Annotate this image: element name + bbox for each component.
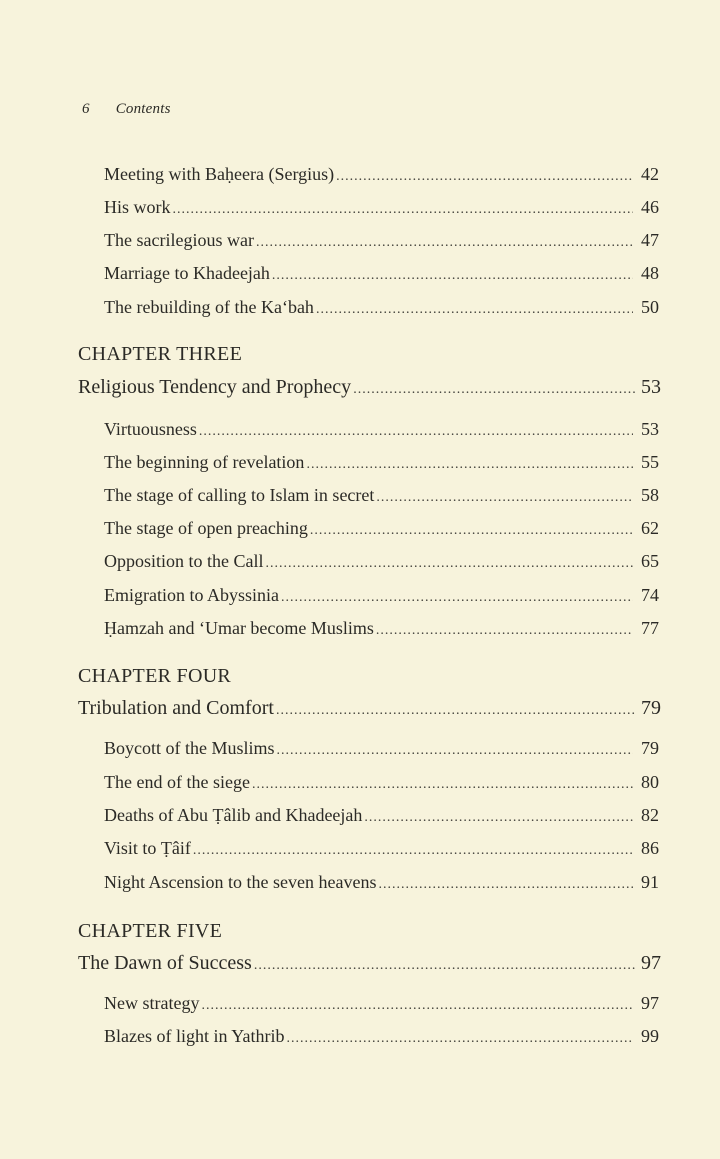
toc-entry	[104, 617, 659, 642]
leader-dots	[173, 199, 634, 221]
toc-entry	[104, 517, 659, 542]
toc-entry-title: Deaths of Abu Ṭâlib and Khadeejah	[104, 805, 363, 825]
toc-entry-page: 62	[641, 518, 659, 538]
toc-entry-page: 42	[641, 164, 659, 184]
toc-entry-title: Ḥamzah and ‘Umar become Muslims	[104, 618, 374, 638]
toc-entry	[104, 451, 659, 476]
toc-entry-page: 48	[641, 263, 659, 283]
leader-dots	[201, 995, 633, 1017]
toc-entry-page: 86	[641, 838, 659, 858]
toc-entry-page: 99	[641, 1026, 659, 1046]
toc-entry-title: Emigration to Abyssinia	[104, 585, 279, 605]
toc-entry-page: 79	[641, 738, 659, 758]
leader-dots	[364, 807, 633, 829]
toc-entry-page: 46	[641, 197, 659, 217]
toc-entry-title: His work	[104, 197, 171, 217]
leader-dots	[287, 1028, 634, 1050]
toc-entry	[104, 418, 659, 443]
leader-dots	[193, 840, 633, 862]
toc-entry-title: Blazes of light in Yathrib	[104, 1026, 285, 1046]
leader-dots	[378, 874, 633, 896]
toc-entry	[104, 584, 659, 609]
chapter-heading: CHAPTER THREE	[78, 343, 243, 365]
toc-entry-page: 53	[641, 419, 659, 439]
leader-dots	[256, 232, 633, 254]
toc-entry-title: Boycott of the Muslims	[104, 738, 275, 758]
toc-entry-title: The stage of open preaching	[104, 518, 308, 538]
toc-entry	[104, 771, 659, 796]
toc-entry-title: The rebuilding of the Ka‘bah	[104, 297, 314, 317]
toc-entry-title: The sacrilegious war	[104, 230, 254, 250]
toc-entry-title: Virtuousness	[104, 419, 197, 439]
leader-dots	[272, 265, 633, 287]
toc-entry	[104, 296, 659, 321]
toc-entry	[104, 992, 659, 1017]
toc-entry	[104, 871, 659, 896]
toc-entry-title: Meeting with Baḥeera (Sergius)	[104, 164, 335, 184]
leader-dots	[353, 379, 635, 401]
toc-entry-page: 55	[641, 452, 659, 472]
chapter-title-entry	[78, 697, 661, 722]
leader-dots	[310, 520, 633, 542]
toc-entry	[104, 484, 659, 509]
toc-entry-page: 91	[641, 872, 659, 892]
toc-entry-title: Night Ascension to the seven heavens	[104, 872, 377, 892]
toc-entry-page: 74	[641, 585, 659, 605]
toc-entry	[104, 262, 659, 287]
toc-entry	[104, 229, 659, 254]
toc-entry-page: 58	[641, 485, 659, 505]
toc-entry	[104, 163, 659, 188]
chapter-title: Tribulation and Comfort	[78, 697, 274, 719]
leader-dots	[336, 166, 633, 188]
running-title: Contents	[115, 101, 171, 117]
toc-entry-title: Marriage to Khadeejah	[104, 263, 270, 283]
chapter-title-entry	[78, 376, 661, 401]
toc-entry-page: 77	[641, 618, 659, 638]
toc-entry	[104, 837, 659, 862]
toc-entry-title: Opposition to the Call	[104, 551, 264, 571]
page-number: 6	[82, 101, 90, 117]
running-head	[82, 101, 171, 118]
chapter-heading: CHAPTER FIVE	[78, 920, 223, 942]
chapter-title-entry	[78, 952, 661, 977]
leader-dots	[266, 553, 634, 575]
toc-entry-title: Visit to Ṭâif	[104, 838, 191, 858]
leader-dots	[376, 620, 633, 642]
leader-dots	[316, 299, 633, 321]
chapter-page: 53	[641, 376, 661, 398]
leader-dots	[277, 740, 634, 762]
toc-entry-title: The beginning of revelation	[104, 452, 305, 472]
toc-entry-title: The stage of calling to Islam in secret	[104, 485, 375, 505]
chapter-title: The Dawn of Success	[78, 952, 252, 974]
chapter-heading: CHAPTER FOUR	[78, 665, 232, 687]
toc-entry-page: 47	[641, 230, 659, 250]
toc-entry	[104, 804, 659, 829]
chapter-title: Religious Tendency and Prophecy	[78, 376, 352, 398]
toc-entry-page: 50	[641, 297, 659, 317]
toc-entry-title: The end of the siege	[104, 772, 250, 792]
leader-dots	[254, 955, 635, 977]
toc-entry	[104, 737, 659, 762]
leader-dots	[306, 454, 633, 476]
toc-entry	[104, 196, 659, 221]
toc-entry	[104, 550, 659, 575]
leader-dots	[252, 774, 633, 796]
toc-entry-title: New strategy	[104, 993, 200, 1013]
toc-entry	[104, 1025, 659, 1050]
leader-dots	[276, 700, 635, 722]
leader-dots	[281, 587, 633, 609]
leader-dots	[199, 421, 633, 443]
chapter-page: 97	[641, 952, 661, 974]
toc-entry-page: 82	[641, 805, 659, 825]
chapter-page: 79	[641, 697, 661, 719]
toc-entry-page: 97	[641, 993, 659, 1013]
leader-dots	[376, 487, 633, 509]
toc-entry-page: 80	[641, 772, 659, 792]
toc-entry-page: 65	[641, 551, 659, 571]
